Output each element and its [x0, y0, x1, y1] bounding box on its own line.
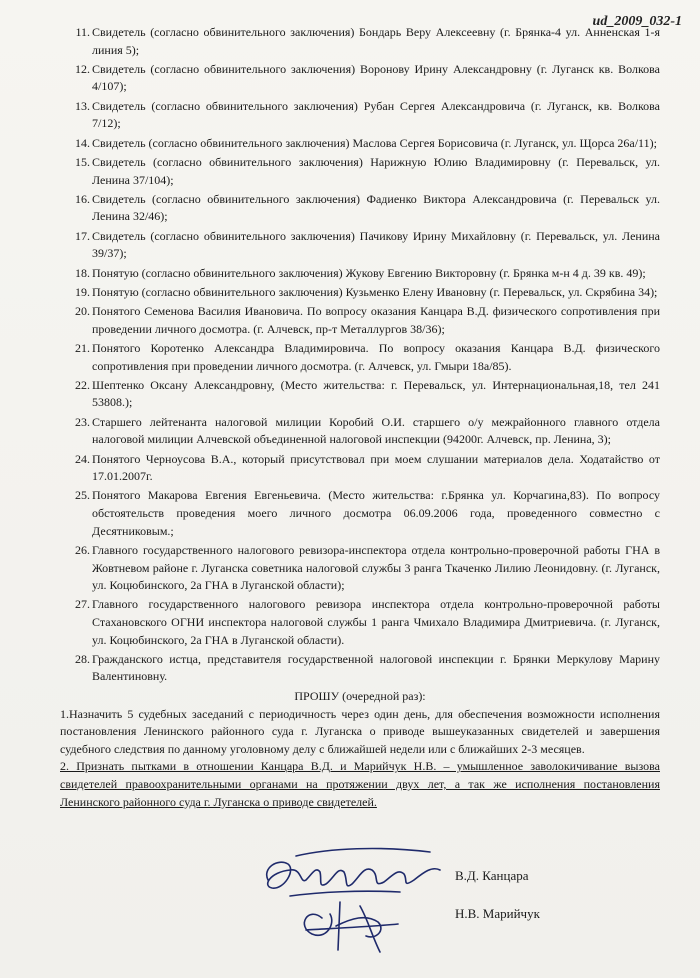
witness-item: [60, 61, 660, 96]
witness-item: [60, 542, 660, 595]
witness-item: [60, 451, 660, 486]
item-number: 20 .: [60, 303, 90, 321]
witness-item: [60, 284, 660, 302]
item-text: Понятого Семенова Василия Ивановича. По вопросу оказания Канцара В.Д. физического сопротивления при проведении личного досмотра. (г. Алчевск, пр-т Металлургов 38/36);: [92, 304, 660, 336]
item-text: Гражданского истца, представителя государственной налоговой инспекции г. Брянки Меркулову Марину Валентиновну.: [92, 651, 660, 684]
request-item-2: 2. Признать пытками в отношении Канцара В.Д. и Марийчук Н.В. – умышленное заволокичивание вызова свидетелей правоохранительными органами на протяжении двух лет, а так же исполнения постановления Ленинского районного суда г. Луганска о приводе свидетелей.: [60, 759, 660, 809]
item-number: 23 .: [60, 414, 90, 432]
document-id: ud_2009_032-1: [592, 14, 682, 29]
witness-item: [60, 303, 660, 338]
item-number: 16 .: [60, 191, 90, 209]
witness-item: [60, 228, 660, 263]
witness-item: [60, 98, 660, 133]
item-number: 25 .: [60, 487, 90, 505]
witness-item: [60, 487, 660, 540]
item-number: 21 .: [60, 340, 90, 358]
item-text: Свидетель (согласно обвинительного заключения) Фадиенко Виктора Александровича (г. Перевальск ул. Ленина 32/46);: [92, 191, 660, 224]
item-text: Понятую (согласно обвинительного заключения) Жукову Евгению Викторовну (г. Брянка м-н 4 д. 39 кв. 49);: [92, 265, 646, 280]
witness-item: [60, 414, 660, 449]
witness-item: [60, 596, 660, 649]
item-number: 26 .: [60, 542, 90, 560]
witness-list: [60, 24, 660, 686]
witness-item: [60, 340, 660, 375]
request-title: ПРОШУ (очередной раз):: [294, 689, 426, 704]
item-text: Свидетель (согласно обвинительного заключения) Нарижную Юлию Владимировну (г. Перевальск, ул. Ленина 37/104);: [92, 154, 660, 187]
item-text: Главного государственного налогового ревизора-инспектора отдела контрольно-проверочной работы ГНА в Жовтневом районе г. Луганска советника налоговой службы 3 ранга Ткаченко Лилию Леонидовну. (г. Луганск, ул. Коцюбинского, 2а ГНА в Луганской области);: [92, 542, 660, 593]
document-body: [60, 24, 660, 811]
item-number: 13 .: [60, 98, 90, 116]
item-text: Главного государственного налогового ревизора инспектора отдела контрольно-проверочной работы Стахановского ОГНИ инспектора налоговой службы 1 ранга Чмихало Владимира Дмитриевича. (г. Луганск, ул. Коцюбинского, 2а ГНА в Луганской области).: [92, 597, 660, 647]
item-number: 11 .: [60, 24, 90, 42]
item-number: 27 .: [60, 596, 90, 614]
item-text: Свидетель (согласно обвинительного заключения) Воронову Ирину Александровну (г. Луганск кв. Волкова 4/107);: [92, 61, 660, 94]
witness-item: [60, 265, 660, 283]
item-text: Понятую (согласно обвинительного заключения) Кузьменко Елену Ивановну (г. Перевальск, ул. Скрябина 34);: [92, 284, 658, 299]
signature-kantsara-scribble: [267, 849, 440, 896]
signature-mariychuk-scribble: [304, 902, 398, 952]
item-text: Шептенко Оксану Александровну, (Место жительства: г. Перевальск, ул. Интернациональная,18, тел 241 53808.);: [92, 377, 660, 410]
item-number: 12 .: [60, 61, 90, 79]
item-text: Свидетель (согласно обвинительного заключения) Пачикову Ирину Михайловну (г. Перевальск, ул. Ленина 39/37);: [92, 228, 660, 261]
item-number: 19 .: [60, 284, 90, 302]
witness-item: [60, 191, 660, 226]
item-text: Свидетель (согласно обвинительного заключения) Маслова Сергея Борисовича (г. Луганск, ул. Щорса 26а/11);: [92, 135, 657, 150]
witness-item: [60, 651, 660, 686]
item-text: Свидетель (согласно обвинительного заключения) Бондарь Веру Алексеевну (г. Брянка-4 ул. Анненская 1-я линия 5);: [92, 25, 660, 57]
signature-name-kantsara: В.Д. Канцара: [455, 868, 529, 883]
witness-item: [60, 154, 660, 189]
item-number: 14 .: [60, 135, 90, 153]
witness-item: [60, 377, 660, 412]
item-text: Свидетель (согласно обвинительного заключения) Рубан Сергея Александровича (г. Луганск, кв. Волкова 7/12);: [92, 98, 660, 131]
item-number: 17 .: [60, 228, 90, 246]
item-number: 18 .: [60, 265, 90, 283]
item-number: 24 .: [60, 451, 90, 469]
item-text: Понятого Черноусова В.А., который присутствовал при моем слушании материалов дела. Ходатайство от 17.01.2007г.: [92, 451, 660, 484]
signature-name-mariychuk: Н.В. Марийчук: [455, 906, 540, 921]
request-item-1: 1.Назначить 5 судебных заседаний с периодичность через один день, для обеспечения возможности исполнения постановления Ленинского районного суда г. Луганска о приводе вышеуказанных свидетелей и завершения судебного следствия по данному уголовному делу с ближайшей недели или с ближайших 2-3 месяцев.: [60, 706, 660, 756]
item-text: Понятого Макарова Евгения Евгеньевича. (Место жительства: г.Брянка ул. Корчагина,83). По вопросу обстоятельств проведения моего личного досмотра 06.09.2006 года, проведенного совместно с Десятниковым.;: [92, 488, 660, 538]
witness-item: [60, 135, 660, 153]
item-number: 15 .: [60, 154, 90, 172]
item-text: Старшего лейтенанта налоговой милиции Коробий О.И. старшего о/у межрайонного главного отдела налоговой милиции Алчевской объединенной налоговой инспекции (94200г. Алчевск, пр. Ленина, 3);: [92, 414, 660, 447]
item-number: 22 .: [60, 377, 90, 395]
item-text: Понятого Коротенко Александра Владимировича. По вопросу оказания Канцара В.Д. физического сопротивления при проведении личного досмотра. (г. Алчевск, ул. Гмыри 18а/85).: [92, 340, 660, 373]
item-number: 28 .: [60, 651, 90, 669]
witness-item: [60, 24, 660, 59]
